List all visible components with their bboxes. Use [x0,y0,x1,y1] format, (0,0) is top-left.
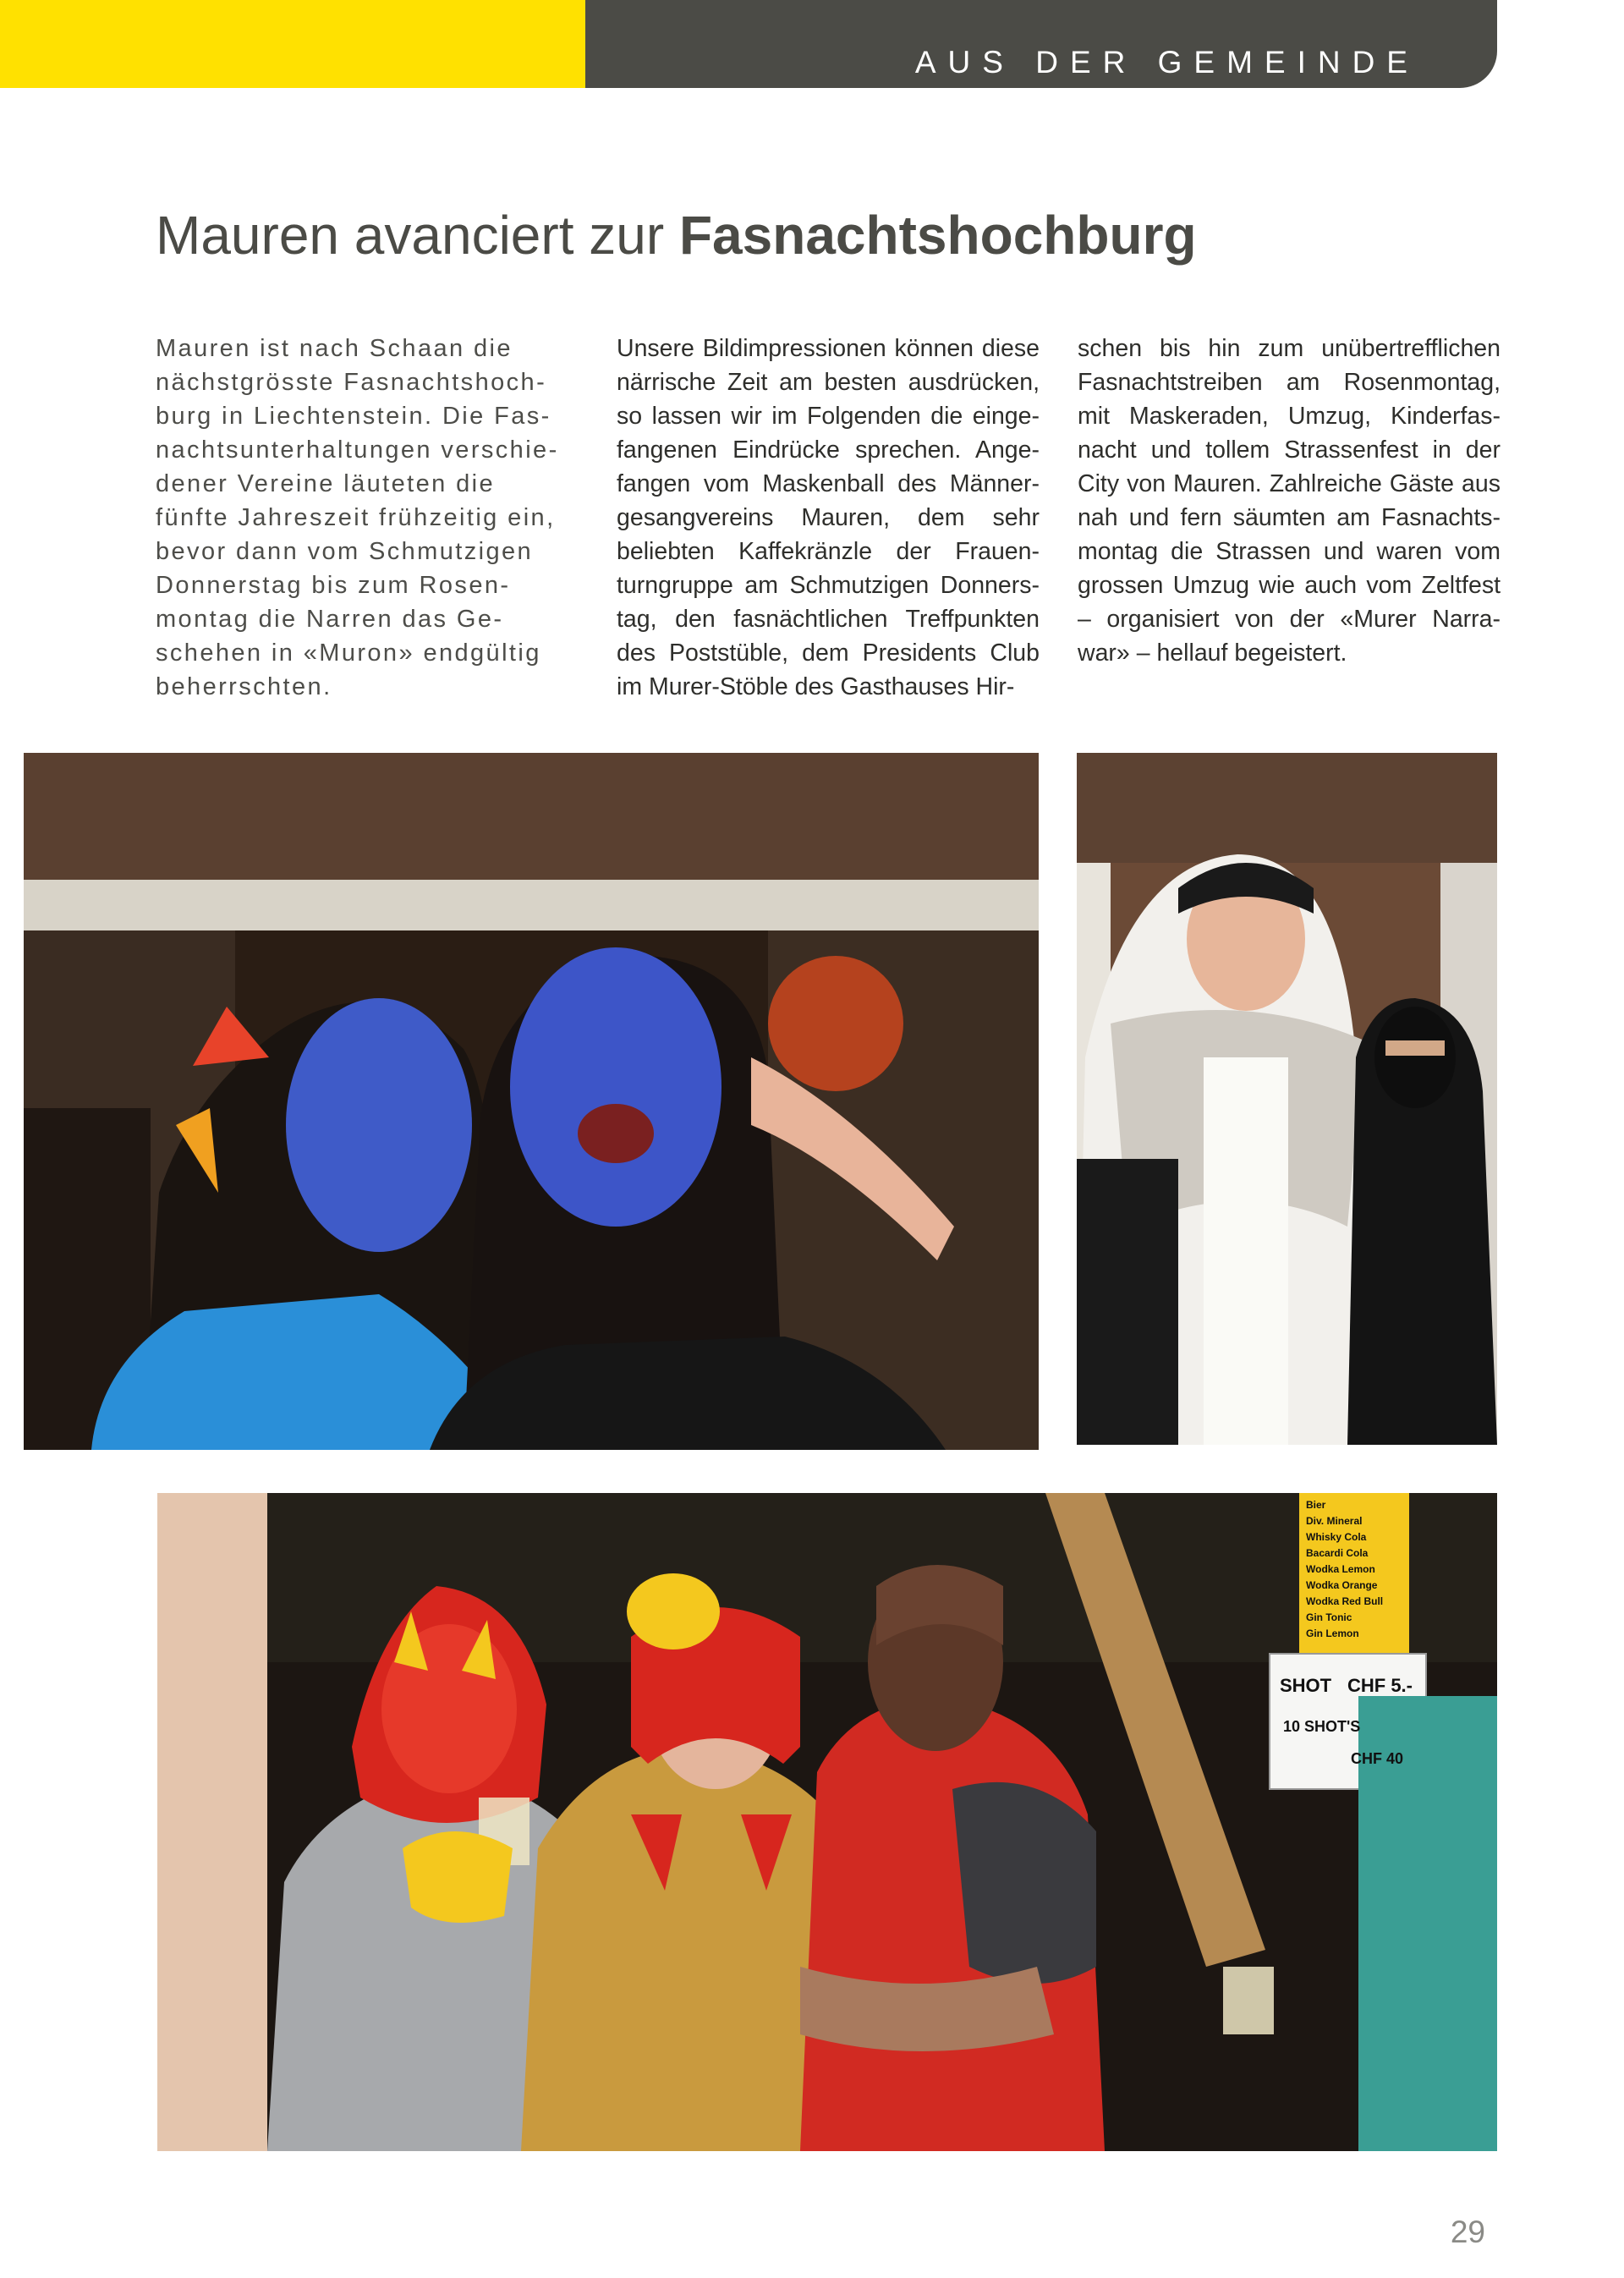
text-line: Mauren ist nach Schaan die [156,335,513,362]
text-line: bevor dann vom Schmutzigen [156,538,534,565]
text-line: dener Vereine läuteten die [156,470,495,497]
menu-item: Gin Tonic [1306,1611,1352,1623]
text-line: närrische Zeit am besten ausdrücken, [617,369,1040,396]
text-line: Fasnachtstreiben am Rosenmontag, [1078,369,1501,396]
sign-shot: SHOT [1280,1675,1332,1696]
text-line: des Poststüble, dem Presidents Club [617,639,1040,667]
header-yellow-band [0,0,585,88]
text-line: im Murer-Stöble des Gasthauses Hir- [617,673,1015,700]
title-light: Mauren avanciert zur [156,205,665,266]
text-line: turngruppe am Schmutzigen Donners- [617,572,1040,599]
text-line: fangen vom Maskenball des Männer- [617,470,1040,497]
text-line: burg in Liechtenstein. Die Fas- [156,403,551,430]
menu-item: Whisky Cola [1306,1531,1367,1543]
photo-bar-costumes [157,1493,1497,2151]
section-label: AUS DER GEMEINDE [914,45,1419,80]
text-line: Donnerstag bis zum Rosen- [156,572,511,599]
text-line: gesangvereins Mauren, dem sehr [617,504,1040,531]
text-line: nah und fern säumten am Fasnachts- [1078,504,1501,531]
text-line: mit Maskeraden, Umzug, Kinderfas- [1078,403,1501,430]
menu-item: Wodka Orange [1306,1579,1378,1591]
menu-item: Wodka Lemon [1306,1563,1375,1575]
article-column-2 [617,332,1040,704]
text-line: City von Mauren. Zahlreiche Gäste aus [1078,470,1501,497]
text-line: nacht und tollem Strassenfest in der [1078,436,1501,464]
menu-item: Wodka Red Bull [1306,1595,1384,1607]
menu-item: Div. Mineral [1306,1515,1363,1527]
text-line: war» – hellauf begeistert. [1078,639,1347,667]
menu-item: Bacardi Cola [1306,1547,1369,1559]
photo-sheikh-costume [1077,753,1497,1445]
text-line: Unsere Bildimpressionen können diese [617,335,1040,362]
menu-item: Gin Lemon [1306,1628,1359,1639]
text-line: fünfte Jahreszeit frühzeitig ein, [156,504,556,531]
title-bold: Fasnachtshochburg [678,205,1197,266]
page-number: 29 [1450,2215,1485,2249]
text-line: beliebten Kaffekränzle der Frauen- [617,538,1040,565]
text-line: schehen in «Muron» endgültig [156,639,541,667]
text-line: so lassen wir im Folgenden die einge- [617,403,1040,430]
text-line: tag, den fasnächtlichen Treffpunkten [617,606,1040,633]
text-line: nächstgrösste Fasnachtshoch- [156,369,547,396]
text-line: grossen Umzug wie auch vom Zeltfest [1078,572,1501,599]
text-line: montag die Strassen und waren vom [1078,538,1501,565]
photo-blue-face-paint-couple [24,753,1039,1450]
article-column-3 [1078,332,1501,670]
text-line: nachtsunterhaltungen verschie- [156,436,559,464]
menu-item: Bier [1306,1499,1326,1511]
article-column-1 [156,332,579,704]
article-title [156,201,1197,269]
section-header-bar [585,0,1497,88]
text-line: montag die Narren das Ge- [156,606,504,633]
sign-price-ten: CHF 40 [1351,1750,1404,1767]
text-line: schen bis hin zum unübertrefflichen [1078,335,1501,362]
text-line: beherrschten. [156,673,332,700]
text-line: – organisiert von der «Murer Narra- [1078,606,1501,633]
sign-price: CHF 5.- [1347,1675,1413,1696]
text-line: fangenen Eindrücke sprechen. Ange- [617,436,1040,464]
sign-ten-shots: 10 SHOT'S [1283,1718,1361,1735]
